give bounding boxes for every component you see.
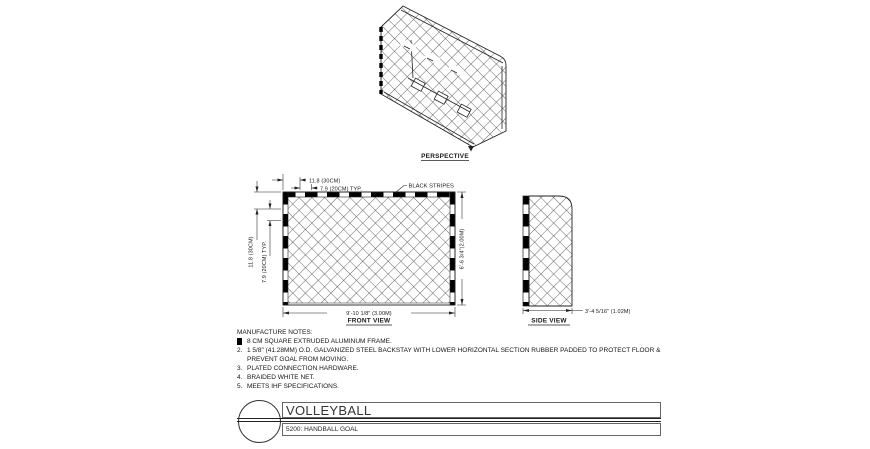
side-extension-lines — [523, 308, 572, 314]
side-view — [523, 196, 631, 325]
title-block-subtitle-box — [282, 423, 661, 436]
front-dim-top-outer — [272, 178, 340, 184]
perspective-net-panel — [381, 6, 506, 147]
front-frame-right-striped — [450, 192, 455, 305]
note-item — [237, 373, 663, 382]
manufacture-notes-title: MANUFACTURE NOTES: — [237, 329, 313, 336]
note-number: 4. — [237, 374, 243, 381]
front-dim-left-inner — [262, 200, 272, 283]
svg-text:BLACK STRIPES: BLACK STRIPES — [408, 183, 454, 190]
title-block-title: VOLLEYBALL — [286, 403, 372, 418]
note-item — [237, 382, 663, 391]
note-text: MEETS IHF SPECIFICATIONS. — [247, 383, 339, 390]
title-block-title-box — [282, 402, 661, 418]
side-view-label: SIDE VIEW — [531, 317, 567, 325]
title-block-rule — [237, 418, 661, 422]
note-number — [237, 338, 242, 345]
front-frame-left-striped — [283, 192, 288, 305]
front-dim-top-inner — [291, 186, 362, 192]
side-body — [529, 196, 572, 306]
front-dim-right — [457, 192, 466, 305]
front-view-label: FRONT VIEW — [347, 317, 391, 325]
front-frame-top-striped — [283, 192, 455, 197]
side-post-striped — [523, 196, 529, 306]
front-dim-left-outer — [249, 181, 259, 268]
note-text: 1 5/8" (41.28MM) O.D. GALVANIZED STEEL BACKSTAY WITH LOWER HORIZONTAL SECTION RUBBER PADDED TO PROTECT FLOOR & PREVENT GOAL FROM MOVING. — [247, 347, 661, 363]
side-dim-bottom — [523, 309, 631, 315]
svg-text:11.8 (30CM): 11.8 (30CM) — [309, 178, 341, 185]
svg-text:3'-4 5/16" (1.02M): 3'-4 5/16" (1.02M) — [585, 308, 631, 315]
leader-arrowhead-icon — [468, 146, 474, 152]
note-item — [237, 337, 663, 346]
note-text: BRAIDED WHITE NET. — [247, 374, 315, 381]
svg-text:7.9 (20CM) TYP.: 7.9 (20CM) TYP. — [262, 241, 268, 283]
note-text: 8 CM SQUARE EXTRUDED ALUMINUM FRAME. — [247, 338, 392, 345]
note-number: 2. — [237, 347, 243, 354]
title-block-subtitle: 5200: HANDBALL GOAL — [286, 426, 359, 433]
svg-text:7.9 (20CM) TYP.: 7.9 (20CM) TYP. — [320, 186, 362, 193]
svg-text:9'-10 1/8" (3.00M): 9'-10 1/8" (3.00M) — [346, 311, 392, 317]
front-net — [288, 197, 450, 303]
perspective-label: PERSPECTIVE — [421, 153, 469, 160]
front-dim-bottom — [283, 309, 455, 318]
svg-text:6'-6 3/4"(2.00M): 6'-6 3/4"(2.00M) — [459, 228, 466, 270]
svg-text:11.8 (30CM): 11.8 (30CM) — [248, 236, 255, 268]
note-item — [237, 346, 663, 364]
black-stripes-callout — [396, 184, 454, 193]
note-number: 3. — [237, 365, 243, 372]
note-text: PLATED CONNECTION HARDWARE. — [247, 365, 359, 372]
note-number: 5. — [237, 383, 243, 390]
perspective-view — [381, 6, 506, 161]
front-view — [249, 174, 467, 325]
manufacture-notes — [237, 328, 663, 391]
note-item — [237, 364, 663, 373]
